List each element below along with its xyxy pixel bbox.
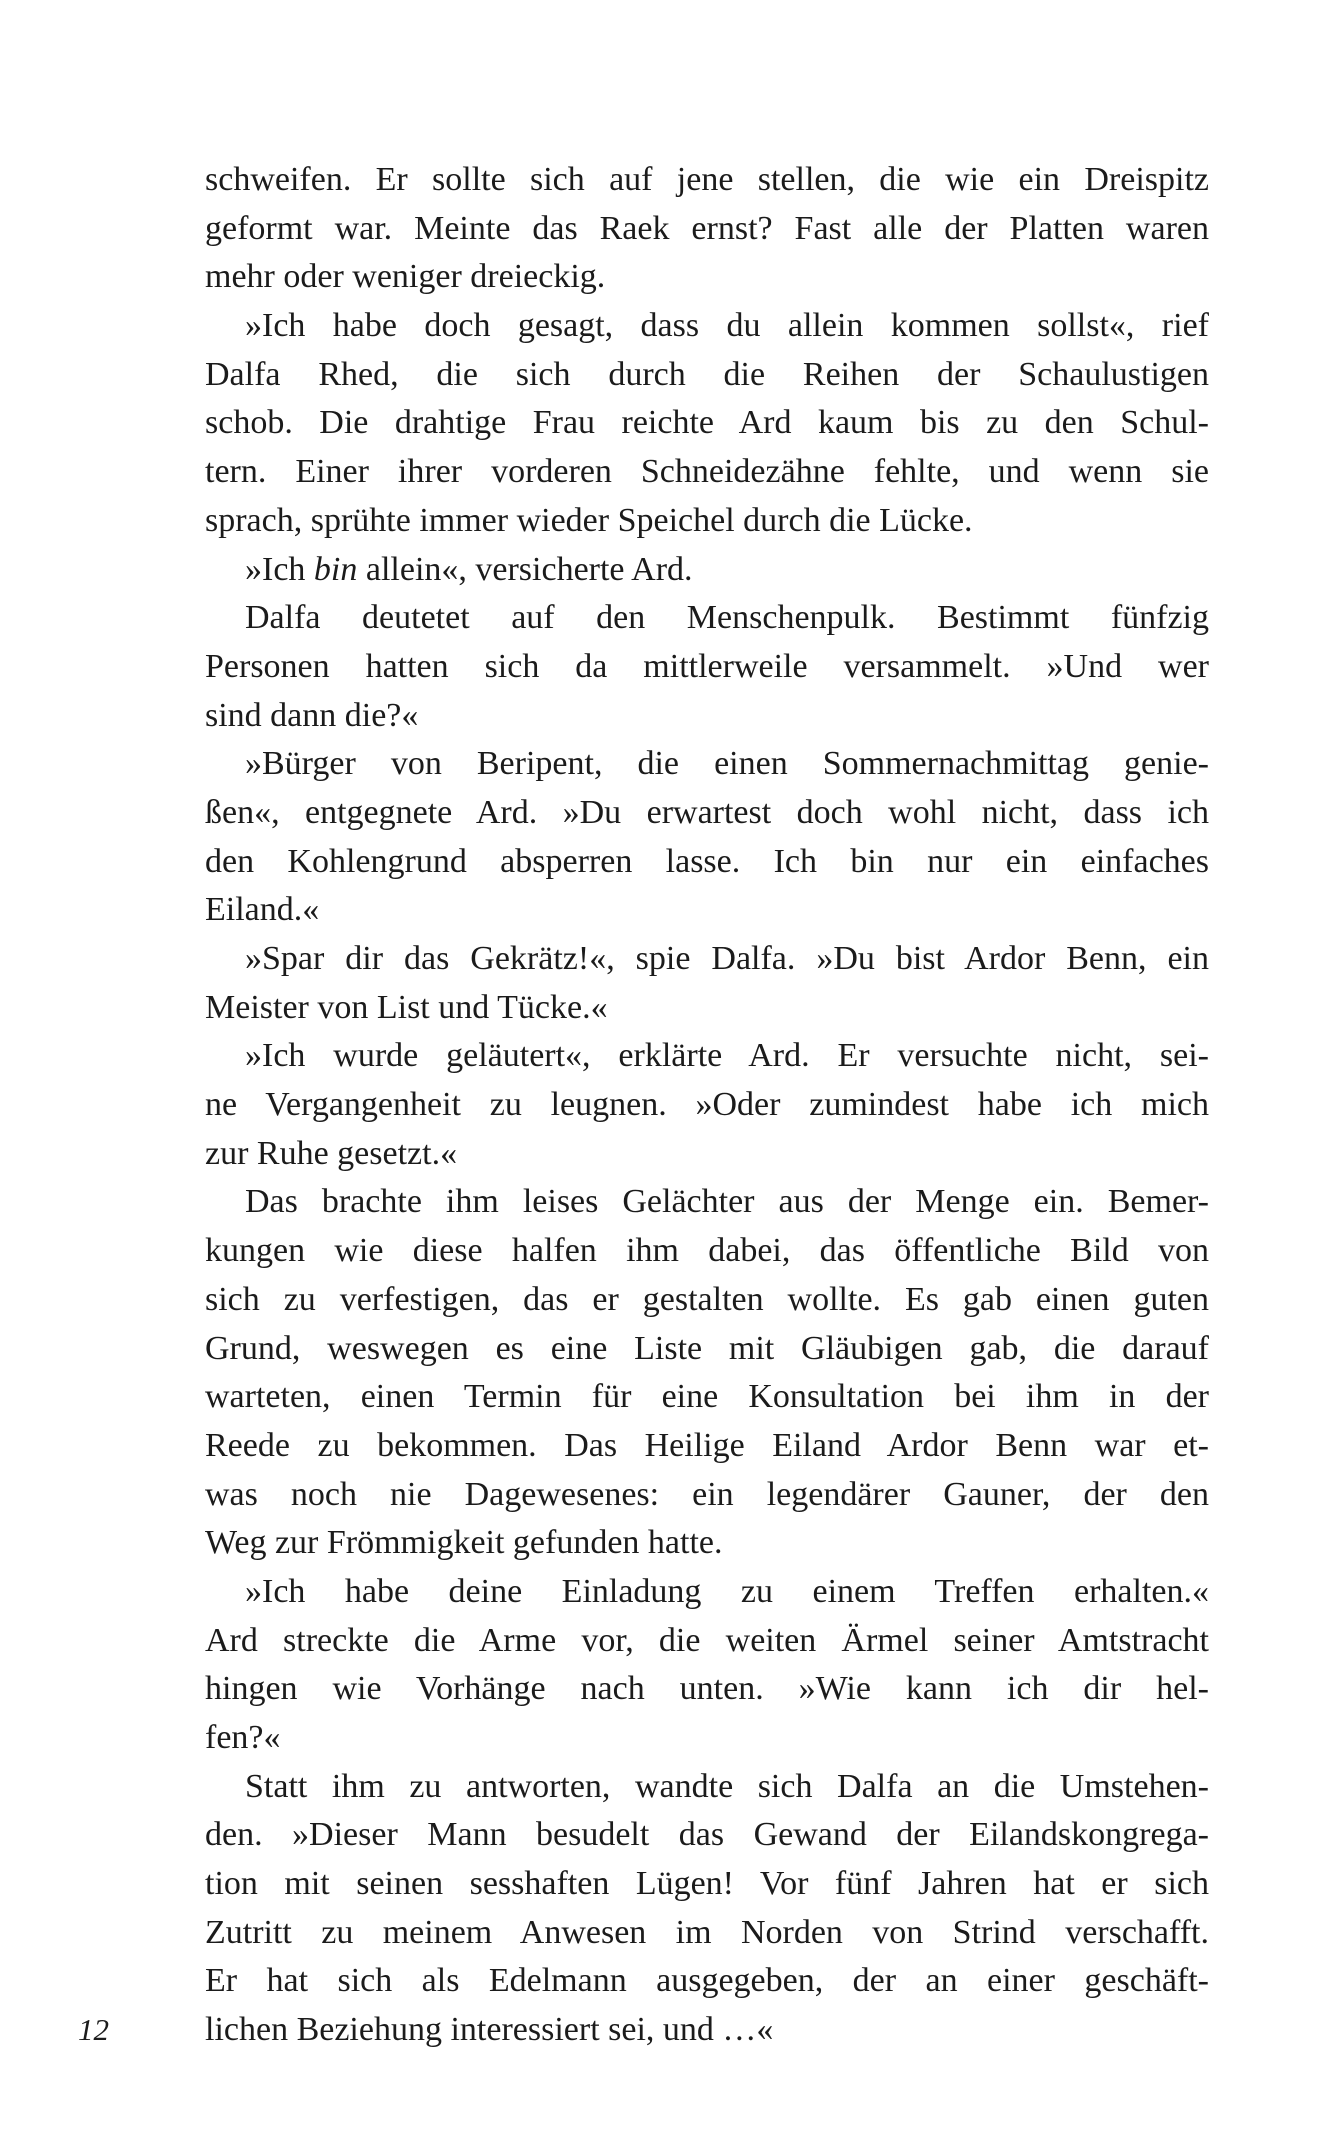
text-line: ne Vergangenheit zu leugnen. »Oder zumindest habe ich mich	[205, 1086, 1209, 1124]
text-line: »Ich wurde geläutert«, erklärte Ard. Er versuchte nicht, sei-	[245, 1037, 1209, 1075]
text-line: sprach, sprühte immer wieder Speichel durch die Lücke.	[205, 501, 973, 539]
text-line: Eiland.«	[205, 891, 320, 929]
text-line: Zutritt zu meinem Anwesen im Norden von Strind verschafft.	[205, 1913, 1209, 1951]
text-line: geformt war. Meinte das Raek ernst? Fast alle der Platten waren	[205, 209, 1209, 247]
text-line: Grund, weswegen es eine Liste mit Gläubigen gab, die darauf	[205, 1329, 1209, 1367]
text-line: Reede zu bekommen. Das Heilige Eiland Ardor Benn war et-	[205, 1426, 1209, 1464]
text-line: »Bürger von Beripent, die einen Sommernachmittag genie-	[245, 745, 1209, 783]
emphasized-word: bin	[313, 550, 358, 588]
text-line: Dalfa deutetet auf den Menschenpulk. Bestimmt fünfzig	[245, 599, 1209, 637]
body-text	[205, 156, 1209, 2055]
text-line: den. »Dieser Mann besudelt das Gewand der Eilandskongrega-	[205, 1816, 1209, 1854]
text-line: tion mit seinen sesshaften Lügen! Vor fünf Jahren hat er sich	[205, 1865, 1209, 1903]
text-line: Weg zur Frömmigkeit gefunden hatte.	[205, 1524, 723, 1562]
text-line: »Ich habe deine Einladung zu einem Treffen erhalten.«	[245, 1572, 1209, 1610]
text-line: lichen Beziehung interessiert sei, und …«	[205, 2011, 774, 2049]
text-line: den Kohlengrund absperren lasse. Ich bin nur ein einfaches	[205, 842, 1209, 880]
text-line: tern. Einer ihrer vorderen Schneidezähne fehlte, und wenn sie	[205, 453, 1209, 491]
text-line: hingen wie Vorhänge nach unten. »Wie kann ich dir hel-	[205, 1670, 1209, 1708]
text-line: Das brachte ihm leises Gelächter aus der Menge ein. Bemer-	[245, 1183, 1209, 1221]
text-line: sind dann die?«	[205, 696, 419, 734]
text-line: Dalfa Rhed, die sich durch die Reihen der Schaulustigen	[205, 355, 1209, 393]
text-line: zur Ruhe gesetzt.«	[205, 1134, 458, 1172]
text-line: Meister von List und Tücke.«	[205, 988, 608, 1026]
text-line: was noch nie Dagewesenes: ein legendärer Gauner, der den	[205, 1475, 1209, 1513]
text-line: Ard streckte die Arme vor, die weiten Ärmel seiner Amtstracht	[205, 1621, 1209, 1659]
text-line: sich zu verfestigen, das er gestalten wollte. Es gab einen guten	[205, 1280, 1209, 1318]
text-line	[205, 546, 1209, 595]
text-line: Er hat sich als Edelmann ausgegeben, der an einer geschäft-	[205, 1962, 1209, 2000]
page-number: 12	[78, 2012, 109, 2047]
text-segment: »Ich	[245, 550, 314, 588]
text-line: kungen wie diese halfen ihm dabei, das öffentliche Bild von	[205, 1232, 1209, 1270]
text-line: »Spar dir das Gekrätz!«, spie Dalfa. »Du bist Ardor Benn, ein	[245, 940, 1209, 977]
text-line: fen?«	[205, 1719, 281, 1756]
text-line: warteten, einen Termin für eine Konsultation bei ihm in der	[205, 1378, 1209, 1416]
text-line: Personen hatten sich da mittlerweile versammelt. »Und wer	[205, 647, 1209, 685]
text-line: »Ich habe doch gesagt, dass du allein kommen sollst«, rief	[245, 307, 1209, 345]
text-segment: allein«, versicherte Ard.	[357, 550, 693, 588]
text-line: mehr oder weniger dreieckig.	[205, 258, 606, 296]
text-line: Statt ihm zu antworten, wandte sich Dalfa an die Umstehen-	[245, 1767, 1209, 1805]
text-line: schweifen. Er sollte sich auf jene stellen, die wie ein Dreispitz	[205, 161, 1209, 198]
text-line: schob. Die drahtige Frau reichte Ard kaum bis zu den Schul-	[205, 404, 1209, 442]
text-line: ßen«, entgegnete Ard. »Du erwartest doch wohl nicht, dass ich	[205, 793, 1209, 831]
